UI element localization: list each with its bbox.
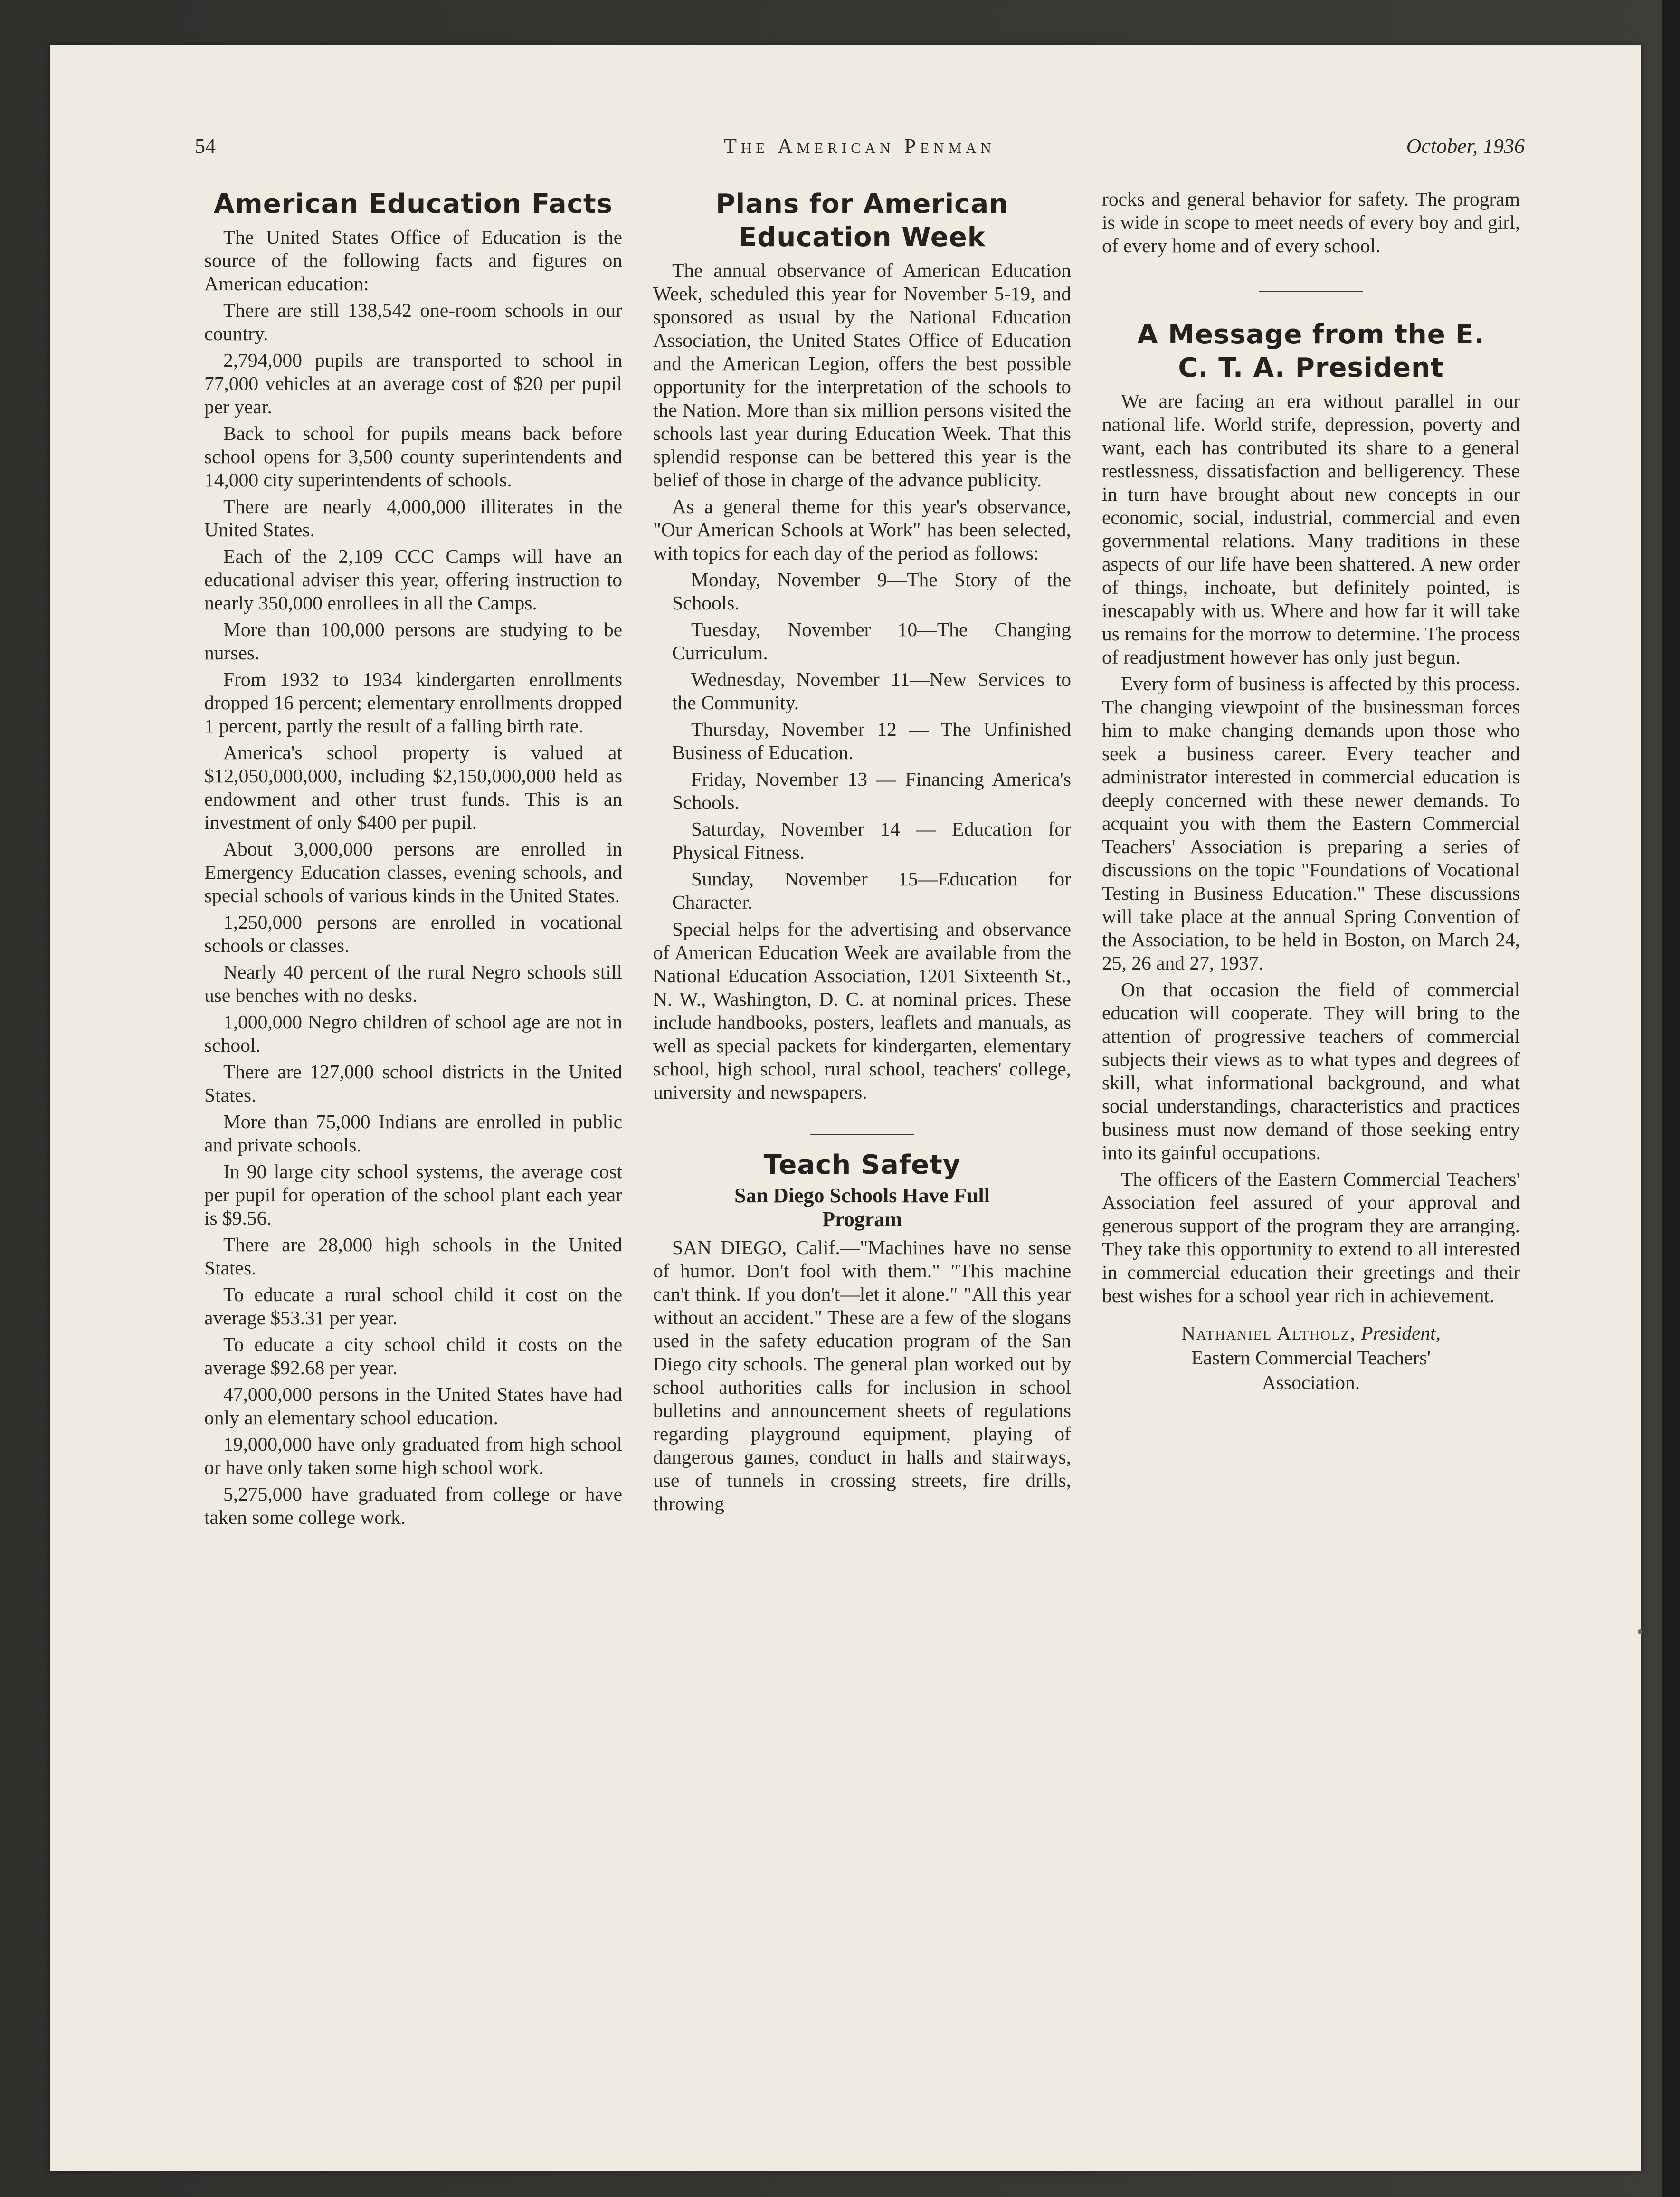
fact-paragraph: In 90 large city school systems, the average cost per pupil for operation of the school plant each year is $9.56. (204, 1160, 622, 1229)
signature-block (1102, 1321, 1520, 1395)
fact-paragraph: 2,794,000 pupils are transported to school in 77,000 vehicles at an average cost of $20 per pupil per year. (204, 349, 622, 418)
week-days-list (653, 568, 1071, 914)
fact-paragraph: There are nearly 4,000,000 illiterates in the United States. (204, 495, 622, 541)
fact-paragraph: There are 28,000 high schools in the United States. (204, 1234, 622, 1279)
column-facts (204, 188, 622, 1532)
fact-paragraph: Back to school for pupils means back before school opens for 3,500 county superintendents and 14,000 city superintendents of schools. (204, 422, 622, 491)
facts-heading: American Education Facts (214, 189, 613, 219)
fact-paragraph: 5,275,000 have graduated from college or have taken some college work. (204, 1483, 622, 1528)
week-paragraph: The annual observance of American Education Week, scheduled this year for November 5-19, and sponsored as usual by the National Education Association, the United States Office of Education and the American Legion, offers the best possible opportunity for the interpretation of the schools to the Nation. More than six million persons visited the schools last year during Education Week. That this splendid response can be bettered this year is the belief of those in charge of the advance publicity. (653, 259, 1071, 491)
running-header (195, 134, 1525, 162)
fact-paragraph: 1,000,000 Negro children of school age are not in school. (204, 1011, 622, 1056)
safety-subheading: San Diego Schools Have Full Program (734, 1184, 990, 1231)
fact-paragraph: More than 100,000 persons are studying to be nurses. (204, 618, 622, 664)
fact-paragraph: 47,000,000 persons in the United States have had only an elementary school education. (204, 1383, 622, 1428)
message-paragraph: On that occasion the field of commercial education will cooperate. They will bring to the attention of progressive teachers of commercial subjects their views as to what types and degrees of skill, what informational background, and what social understandings, characteristics and practices business must now demand of those seeking entry into its gainful occupations. (1102, 979, 1520, 1163)
fact-paragraph: 19,000,000 have only graduated from high school or have only taken some high school work. (204, 1433, 622, 1478)
message-paragraph: The officers of the Eastern Commercial Teachers' Association feel assured of your approval and generous support of the program they are arranging. They take this opportunity to extend to all interested in commercial education their greetings and their best wishes for a school year rich in achievement. (1102, 1168, 1520, 1306)
fact-paragraph: To educate a rural school child it cost on the average $53.31 per year. (204, 1284, 622, 1329)
fact-paragraph: About 3,000,000 persons are enrolled in Emergency Education classes, evening schools, and special schools of various kinds in the United States. (204, 838, 622, 906)
fact-paragraph: Nearly 40 percent of the rural Negro schools still use benches with no desks. (204, 961, 622, 1006)
signature-title: President, (1361, 1322, 1441, 1344)
fact-paragraph: There are still 138,542 one-room schools in our country. (204, 299, 622, 344)
week-day-item: Saturday, November 14 — Education for Physical Fitness. (672, 818, 1071, 863)
fact-paragraph: To educate a city school child it costs on the average $92.68 per year. (204, 1333, 622, 1379)
fact-paragraph: There are 127,000 school districts in the United States. (204, 1061, 622, 1106)
safety-heading: Teach Safety (763, 1150, 961, 1180)
signature-org-line-2: Association. (1262, 1371, 1360, 1393)
week-closing: Special helps for the advertising and observance of American Education Week are available from the National Education Association, 1201 Sixteenth St., N. W., Washington, D. C. at nominal prices. These include handbooks, posters, leaflets and manuals, as well as special packets for kindergarten, elementary school, high school, rural school, teachers' college, university and newspapers. (653, 918, 1071, 1103)
message-paragraphs (1102, 390, 1520, 1307)
week-day-item: Monday, November 9—The Story of the Schools. (672, 569, 1071, 614)
page-number: 54 (195, 134, 216, 158)
week-day-item: Sunday, November 15—Education for Character. (672, 868, 1071, 913)
fact-paragraph: Each of the 2,109 CCC Camps will have an educational adviser this year, offering instruction to nearly 350,000 enrollees in all the Camps. (204, 545, 622, 614)
week-day-item: Friday, November 13 — Financing America's Schools. (672, 768, 1071, 813)
message-paragraph: Every form of business is affected by this process. The changing viewpoint of the businessman forces him to make changing demands upon those who seek a business career. Every teacher and administrator interested in commercial education is deeply concerned with these newer demands. To acquaint you with them the Eastern Commercial Teachers' Association is preparing a series of discussions on the topic "Foundations of Vocational Testing in Business Education." These discussions will take place at the annual Spring Convention of the Association, to be held in Boston, on March 24, 25, 26 and 27, 1937. (1102, 673, 1520, 974)
week-day-item: Thursday, November 12 — The Unfinished Business of Education. (672, 718, 1071, 763)
column-message (1102, 188, 1520, 1395)
week-paragraph: As a general theme for this year's observance, "Our American Schools at Work" has been selected, with topics for each day of the period as follows: (653, 495, 1071, 564)
journal-title: The American Penman (724, 134, 996, 158)
issue-date: October, 1936 (1406, 134, 1525, 158)
fact-paragraph: From 1932 to 1934 kindergarten enrollments dropped 16 percent; elementary enrollments dropped 1 percent, partly the result of a falling birth rate. (204, 668, 622, 737)
facts-paragraphs (204, 226, 622, 1529)
signature-org-line-1: Eastern Commercial Teachers' (1191, 1347, 1431, 1369)
fact-paragraph: America's school property is valued at $12,050,000,000, including $2,150,000,000 held as endowment and other trust funds. This is an investment of only $400 per pupil. (204, 742, 622, 833)
week-day-item: Tuesday, November 10—The Changing Curriculum. (672, 618, 1071, 664)
section-divider (810, 1134, 914, 1135)
signature-name: Nathaniel Altholz, (1181, 1322, 1356, 1344)
fact-paragraph: 1,250,000 persons are enrolled in vocational schools or classes. (204, 911, 622, 956)
column-education-week (653, 188, 1071, 1519)
message-paragraph: We are facing an era without parallel in our national life. World strife, depression, poverty and want, each has contributed its share to a general restlessness, dissatisfaction and belligerency. These in turn have brought about new concepts in our economic, social, industrial, commercial and even governmental relations. Many traditions in these aspects of our life have been shattered. A new order of things, inchoate, but definitely pointed, is inescapably with us. Where and how far it will take us remains for the morrow to determine. The process of readjustment however has only just begun. (1102, 390, 1520, 668)
week-intro (653, 259, 1071, 565)
safety-continuation: rocks and general behavior for safety. The program is wide in scope to meet needs of every boy and girl, of every home and of every school. (1102, 188, 1520, 257)
scanner-edge (1662, 0, 1680, 2197)
fact-paragraph: The United States Office of Education is the source of the following facts and figures on American education: (204, 226, 622, 295)
margin-speck (1638, 1629, 1642, 1634)
safety-body: SAN DIEGO, Calif.—"Machines have no sense of humor. Don't fool with them." "This machine can't think. If you don't—let it alone." "All this year without an accident." These are a few of the slogans used in the safety education program of the San Diego city schools. The general plan worked out by school authorities calls for inclusion in school bulletins and announcement sheets of regulations regarding playground equipment, playing of dangerous games, conduct in halls and stairways, use of tunnels in crossing streets, fire drills, throwing (653, 1236, 1071, 1514)
message-heading: A Message from the E. C. T. A. President (1137, 319, 1485, 383)
fact-paragraph: More than 75,000 Indians are enrolled in public and private schools. (204, 1111, 622, 1156)
section-divider (1259, 291, 1363, 292)
week-day-item: Wednesday, November 11—New Services to the Community. (672, 668, 1071, 713)
week-heading: Plans for American Education Week (715, 189, 1008, 253)
